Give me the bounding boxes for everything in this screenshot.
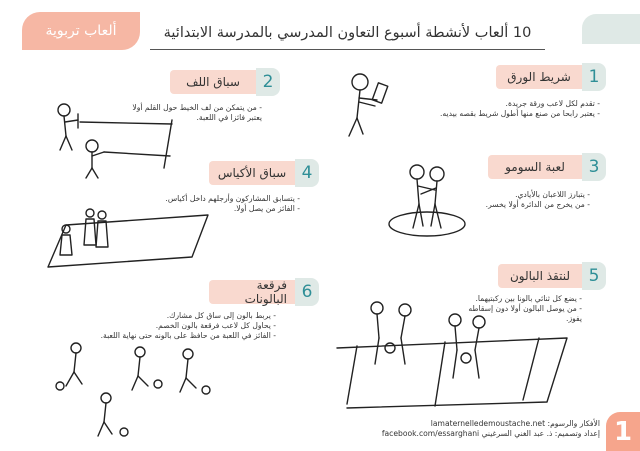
game-2-rule-1: - من يتمكن من لف الخيط حول القلم أولا [132,103,262,112]
game-3-title: لعبة السومو [488,155,582,179]
game-2-rule-2: يعتبر فائزا في اللعبة. [196,113,262,122]
game-5-rule-3: يفوز. [566,314,582,323]
game-2-title: سباق اللف [170,70,256,94]
game-5-rule-1: - يضع كل ثنائي بالونا بين ركبتيهما. [475,294,582,303]
game-1-rule-2: - يعتبر رابحا من صنع منها أطول شريط بقصه بيديه. [440,109,600,118]
game-5-header [498,262,606,290]
game-6-rules [101,311,276,341]
game-6-header [209,278,319,306]
game-6-rule-1: - يربط بالون إلى ساق كل مشارك. [166,311,276,320]
game-3-rules [486,190,590,210]
balloon-pop-sketch [40,340,230,440]
game-1-rule-1: - تقدم لكل لاعب ورقة جريدة. [505,99,600,108]
game-5-rule-2: - من يوصل البالون أولا دون إسقاطه [468,304,582,313]
game-3-rule-1: - يتبارز اللاعبان بالأيادي. [515,190,590,199]
game-6-number: 6 [295,278,319,306]
game-5-number: 5 [582,262,606,290]
game-4-header [209,159,319,187]
page-title: 10 ألعاب لأنشطة أسبوع التعاون المدرسي بالمدرسة الابتدائية [150,16,545,50]
category-badge [22,12,140,50]
game-4-number: 4 [295,159,319,187]
game-2-header [170,68,280,96]
category-badge-label: ألعاب تربوية [45,23,117,39]
sumo-sketch [385,160,475,245]
game-6-rule-3: - الفائز في اللعبة من حافظ على بالونه حتى نهاية اللعبة. [100,331,276,340]
footer-credits [382,419,600,439]
page-number: 1 [606,412,640,451]
game-2-number: 2 [256,68,280,96]
game-1-title: شريط الورق [496,65,582,89]
game-1-rules [440,99,600,119]
game-4-title: سباق الأكياس [209,161,295,185]
footer-credit-line-1: الأفكار والرسوم: lamaternelledemoustache.net [430,419,600,428]
balloon-pair-sketch [335,298,570,408]
game-1-header [496,63,606,91]
game-3-header [488,153,606,181]
game-4-rule-1: - يتسابق المشاركون وأرجلهم داخل أكياس. [165,194,300,203]
title-decorative-tab [582,14,640,44]
game-4-rule-2: - الفائز من يصل أولا. [233,204,300,213]
game-1-number: 1 [582,63,606,91]
game-3-rule-2: - من يخرج من الدائرة أولا يخسر. [485,200,590,209]
game-6-title: فرقعة البالونات [209,280,295,304]
game-3-number: 3 [582,153,606,181]
sack-race-sketch [40,195,210,275]
game-5-title: لنتقذ البالون [498,264,582,288]
paper-strip-sketch [335,70,395,150]
footer-credit-line-2: إعداد وتصميم: ذ. عبد الغني السرغيني facebook.com/essarghani [381,429,600,438]
string-winding-sketch [52,100,192,180]
game-6-rule-2: - يحاول كل لاعب فرقعة بالون الخصم. [155,321,276,330]
